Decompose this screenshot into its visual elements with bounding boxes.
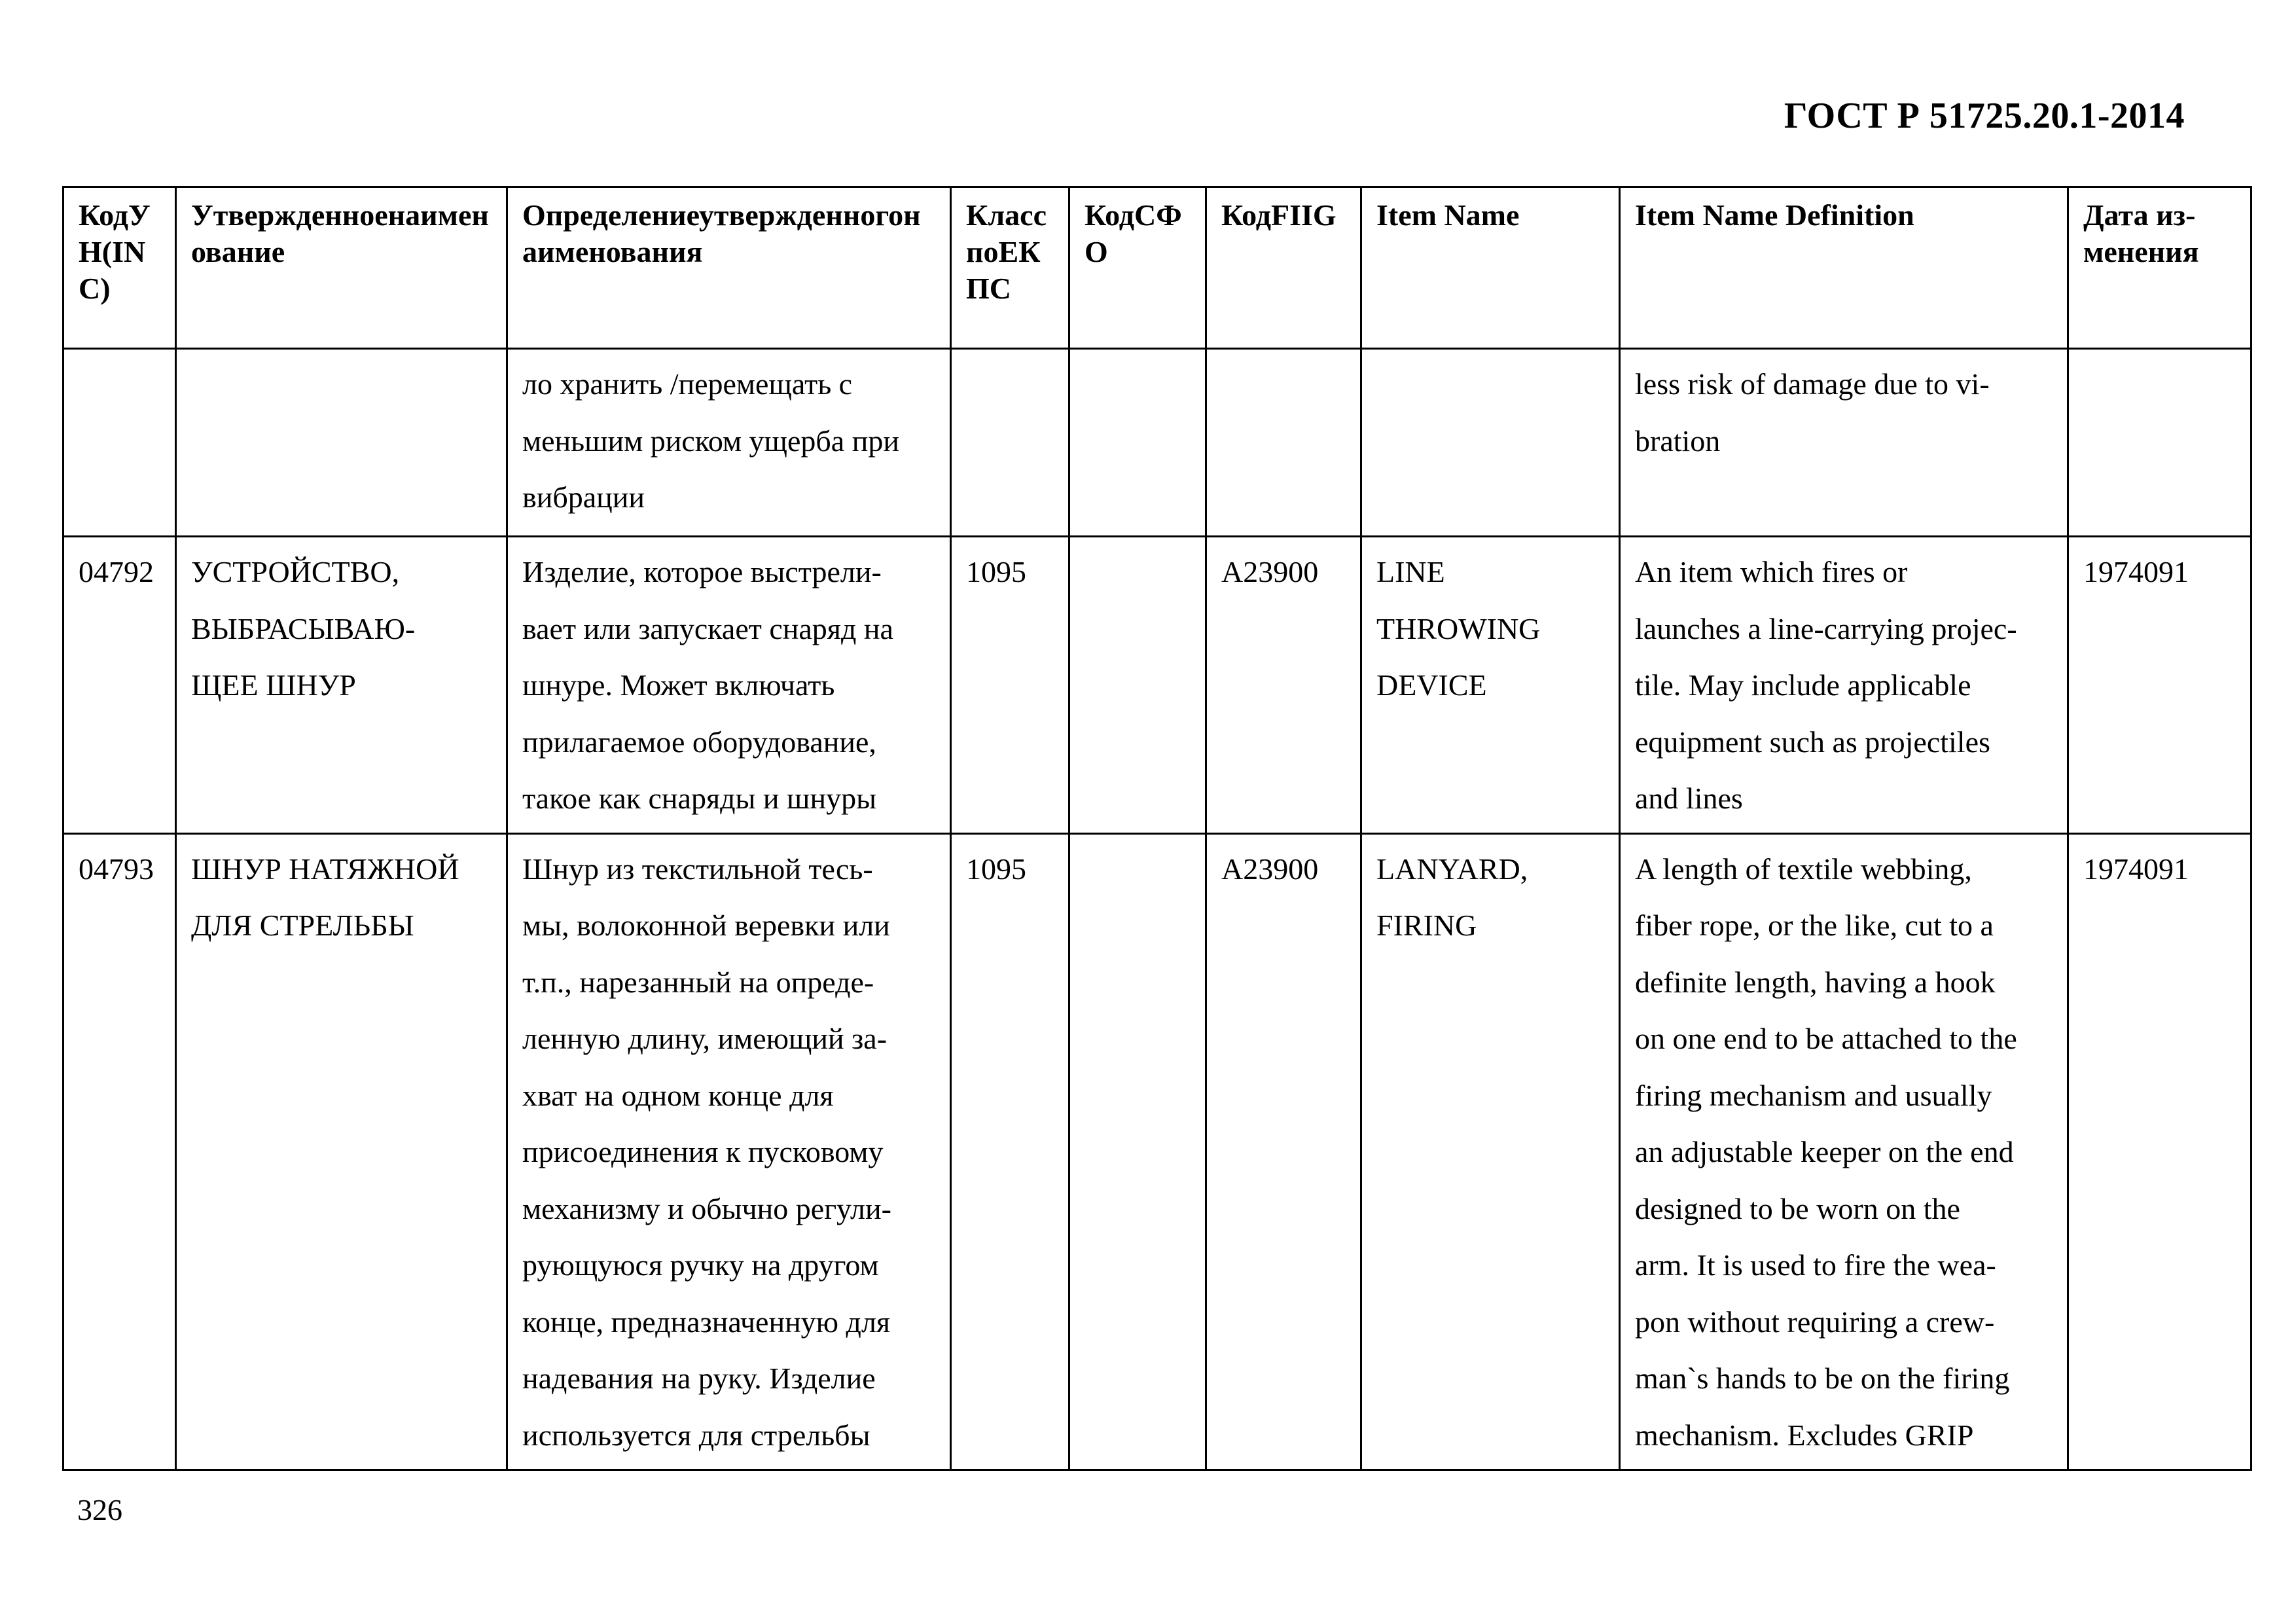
cell-name-definition: [507, 537, 951, 834]
cell-item-name: [1361, 349, 1620, 537]
text-line: THROWING: [1376, 611, 1541, 645]
cell-name-definition: [507, 349, 951, 537]
text-line: bration: [1635, 424, 1721, 458]
page-number: 326: [77, 1493, 122, 1526]
text-line: наименование: [191, 198, 489, 268]
text-line: designed to be worn on the: [1635, 1191, 1960, 1225]
text-line: Item Name Definition: [1635, 198, 1914, 232]
cell-sfo-code: [1069, 833, 1206, 1470]
text-line: definite length, having a hook: [1635, 965, 1996, 999]
cell-sfo-code: [1069, 349, 1206, 537]
text-line: ВЫБРАСЫВАЮ-: [191, 611, 416, 645]
text-line: хват на одном конце для: [522, 1078, 834, 1112]
text-line: DEVICE: [1376, 668, 1487, 702]
text-line: вает или запускает снаряд на: [522, 611, 893, 645]
cell-fiig-code: A23900: [1206, 537, 1361, 834]
text-line: вибрации: [522, 480, 645, 514]
text-line: ЩЕЕ ШНУР: [191, 668, 356, 702]
text-line: Item Name: [1376, 198, 1520, 232]
text-line: LANYARD,: [1376, 852, 1528, 886]
text-line: утвержденного: [698, 198, 904, 232]
cell-change-date: 1974091: [2068, 537, 2251, 834]
item-name-table: [62, 186, 2252, 1471]
document-code: ГОСТ Р 51725.20.1-2014: [1784, 96, 2185, 136]
text-line: наименования: [522, 198, 921, 268]
text-line: and lines: [1635, 782, 1743, 815]
text-line: ШНУР НАТЯЖНОЙ: [191, 852, 459, 886]
text-line: такое как снаряды и шнуры: [522, 782, 876, 815]
cell-fiig-code: A23900: [1206, 833, 1361, 1470]
text-line: СФО: [1085, 198, 1182, 268]
column-header-approved-name: [176, 187, 507, 349]
text-line: присоединения к пусковому: [522, 1135, 884, 1168]
cell-item-name: [1361, 537, 1620, 834]
text-line: Дата из-: [2083, 198, 2196, 232]
text-line: Определение: [522, 198, 699, 232]
text-line: Изделие, которое выстрели-: [522, 555, 882, 588]
text-line: man`s hands to be on the firing: [1635, 1362, 2010, 1395]
cell-change-date: [2068, 349, 2251, 537]
text-line: (INC): [79, 235, 146, 305]
text-line: Утвержденное: [191, 198, 388, 232]
text-line: on one end to be attached to the: [1635, 1022, 2017, 1055]
cell-approved-name: [176, 349, 507, 537]
table-row: [63, 537, 2251, 834]
text-line: ДЛЯ СТРЕЛЬБЫ: [191, 909, 414, 942]
column-header-name-definition: [507, 187, 951, 349]
cell-inc: 04793: [63, 833, 176, 1470]
text-line: mechanism. Excludes GRIP: [1635, 1418, 1974, 1452]
cell-inc: 04792: [63, 537, 176, 834]
text-line: equipment such as projectiles: [1635, 725, 1990, 759]
cell-ekps-class: [951, 349, 1069, 537]
column-header-fiig-code: [1206, 187, 1361, 349]
text-line: С: [989, 272, 1012, 305]
text-line: Шнур из текстильной тесь-: [522, 852, 873, 886]
cell-item-name-definition: [1620, 537, 2068, 834]
column-header-ekps-class: [951, 187, 1069, 349]
text-line: A length of textile webbing,: [1635, 852, 1972, 886]
cell-item-name-definition: [1620, 833, 2068, 1470]
text-line: LINE: [1376, 555, 1445, 588]
cell-change-date: 1974091: [2068, 833, 2251, 1470]
text-line: fiber rope, or the like, cut to a: [1635, 909, 1994, 942]
cell-approved-name: [176, 537, 507, 834]
table-row: [63, 833, 2251, 1470]
cell-ekps-class: 1095: [951, 833, 1069, 1470]
text-line: т.п., нарезанный на опреде-: [522, 965, 874, 999]
text-line: ленную длину, имеющий за-: [522, 1022, 888, 1055]
text-line: Код: [79, 198, 129, 232]
text-line: FIRING: [1376, 909, 1477, 942]
column-header-item-name: [1361, 187, 1620, 349]
text-line: по: [966, 235, 999, 268]
text-line: pon without requiring a crew-: [1635, 1305, 1995, 1339]
cell-name-definition: [507, 833, 951, 1470]
text-line: УСТРОЙСТВО,: [191, 555, 400, 588]
text-line: используется для стрельбы: [522, 1418, 870, 1452]
column-header-inc: [63, 187, 176, 349]
cell-inc: [63, 349, 176, 537]
text-line: an adjustable keeper on the end: [1635, 1135, 2014, 1168]
text-line: рующуюся ручку на другом: [522, 1248, 879, 1282]
table-header-row: [63, 187, 2251, 349]
text-line: arm. It is used to fire the wea-: [1635, 1248, 1996, 1282]
text-line: tile. May include applicable: [1635, 668, 1971, 702]
text-line: надевания на руку. Изделие: [522, 1362, 876, 1395]
text-line: меньшим риском ущерба при: [522, 424, 899, 458]
text-line: Код: [1085, 198, 1135, 232]
column-header-item-name-definition: [1620, 187, 2068, 349]
cell-approved-name: [176, 833, 507, 1470]
text-line: шнуре. Может включать: [522, 668, 835, 702]
text-line: Код: [1221, 198, 1272, 232]
text-line: прилагаемое оборудование,: [522, 725, 876, 759]
text-line: ЕКП: [966, 235, 1041, 305]
cell-sfo-code: [1069, 537, 1206, 834]
text-line: механизму и обычно регули-: [522, 1191, 891, 1225]
text-line: firing mechanism and usually: [1635, 1078, 1992, 1112]
text-line: An item which fires or: [1635, 555, 1908, 588]
text-line: less risk of damage due to vi-: [1635, 367, 1990, 401]
text-line: FIIG: [1271, 198, 1336, 232]
cell-item-name-definition: [1620, 349, 2068, 537]
text-line: Класс: [966, 198, 1047, 232]
text-line: конце, предназначенную для: [522, 1305, 891, 1339]
text-line: УН: [79, 198, 151, 268]
cell-item-name: [1361, 833, 1620, 1470]
column-header-sfo-code: [1069, 187, 1206, 349]
text-line: launches a line-carrying projec-: [1635, 611, 2017, 645]
text-line: ло хранить /перемещать с: [522, 367, 853, 401]
cell-fiig-code: [1206, 349, 1361, 537]
text-line: мы, волоконной веревки или: [522, 909, 890, 942]
text-line: менения: [2083, 235, 2199, 268]
column-header-change-date: [2068, 187, 2251, 349]
cell-ekps-class: 1095: [951, 537, 1069, 834]
table-row: [63, 349, 2251, 537]
